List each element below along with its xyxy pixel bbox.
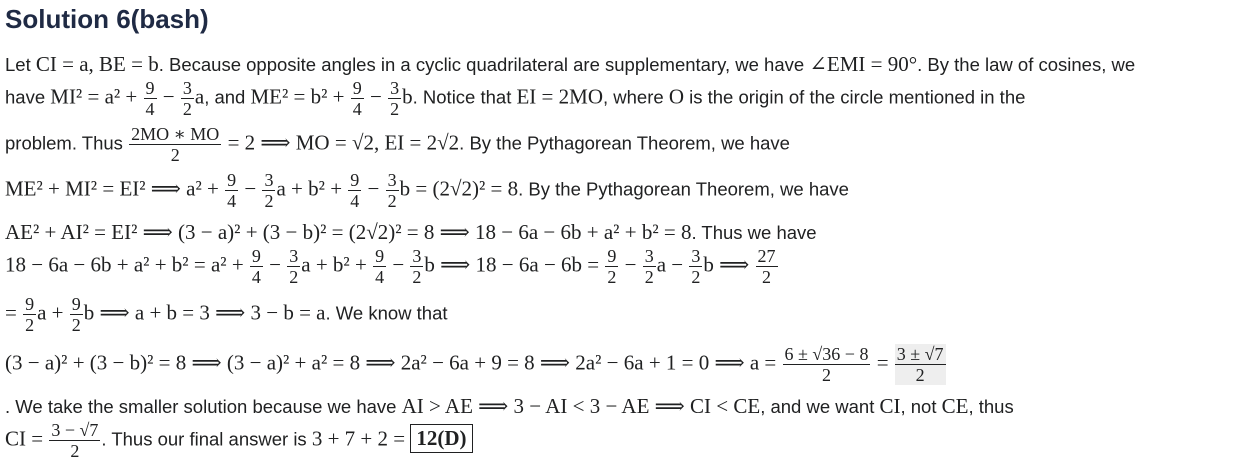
text: , and we want [760, 396, 880, 417]
text: . By the law of cosines, we [917, 54, 1136, 75]
text: . We know that [325, 302, 448, 324]
math: 18 − 6a − 6b + a² + b² = a² + [5, 252, 249, 277]
text: problem. Thus [5, 132, 129, 154]
numerator: 9 [607, 246, 617, 266]
denominator: 2 [895, 364, 946, 385]
denominator: 2 [412, 267, 422, 287]
text-line-3 [5, 124, 790, 165]
text: , where [603, 86, 669, 108]
text: . Because opposite angles in a cyclic quadrilateral are supplementary, we have [158, 54, 810, 75]
denominator: 4 [375, 267, 385, 287]
fraction [70, 294, 83, 335]
text-line-2 [5, 78, 1025, 119]
fraction [756, 246, 778, 287]
denominator: 2 [182, 99, 192, 119]
math: − [387, 252, 410, 277]
numerator: 9 [350, 170, 360, 190]
fraction [388, 78, 401, 119]
fraction [181, 78, 194, 119]
math: a [194, 84, 205, 109]
math: b [402, 84, 413, 109]
text: , and [204, 86, 251, 108]
denominator: 2 [289, 267, 299, 287]
denominator: 4 [145, 99, 155, 119]
fraction [144, 78, 157, 119]
text: . By the Pythagorean Theorem, we have [459, 132, 790, 154]
denominator: 2 [390, 99, 400, 119]
fraction [225, 170, 238, 211]
math: (3 − a)² + (3 − b)² = 8 ⟹ (3 − a)² + a² = 8 ⟹ 2a² − 6a + 9 = 8 ⟹ 2a² − 6a + 1 = 0 ⟹ a = [5, 350, 782, 375]
math: a − [656, 252, 689, 277]
numerator: 3 [691, 246, 701, 266]
text: , not [900, 396, 942, 417]
fraction [689, 246, 702, 287]
text: have [5, 86, 51, 108]
fraction [386, 170, 399, 211]
math: ME² = b² + [250, 84, 350, 109]
fraction [49, 420, 100, 461]
text-line-6 [5, 246, 779, 287]
math: = [5, 300, 23, 325]
numerator: 3 [412, 246, 422, 266]
math: ∠EMI = 90° [809, 52, 918, 76]
denominator: 2 [129, 144, 221, 165]
text: . By the Pythagorean Theorem, we have [518, 178, 849, 200]
fraction [605, 246, 618, 287]
math: b ⟹ 18 − 6a − 6b = [424, 252, 605, 277]
fraction [895, 344, 946, 385]
numerator: 3 [644, 246, 654, 266]
denominator: 2 [71, 315, 81, 335]
denominator: 2 [387, 191, 397, 211]
numerator: 9 [145, 78, 155, 98]
fraction [262, 170, 275, 211]
text-line-8 [5, 344, 947, 385]
math: − [364, 84, 388, 109]
fraction [351, 78, 364, 119]
denominator: 4 [350, 191, 360, 211]
numerator: 27 [757, 246, 776, 266]
fraction [348, 170, 361, 211]
fraction [129, 124, 221, 165]
text: , thus [968, 396, 1014, 417]
math: a + b² + [301, 252, 373, 277]
fraction [287, 246, 300, 287]
numerator: 3 [182, 78, 192, 98]
numerator: 9 [71, 294, 81, 314]
math: AE² + AI² = EI² ⟹ (3 − a)² + (3 − b)² = (2√2)² = 8 ⟹ 18 − 6a − 6b + a² + b² = 8 [5, 220, 692, 244]
fraction [250, 246, 263, 287]
solution-heading: Solution 6(bash) [5, 4, 209, 34]
numerator: 3 [387, 170, 397, 190]
numerator: 9 [25, 294, 35, 314]
math: AI > AE ⟹ 3 − AI < 3 − AE ⟹ CI < CE [401, 394, 761, 418]
math: − [157, 84, 180, 109]
denominator: 2 [264, 191, 274, 211]
math: CI = [5, 426, 49, 451]
fraction [783, 344, 871, 385]
numerator: 3 − √7 [51, 420, 99, 440]
fraction [373, 246, 386, 287]
math: CE [941, 394, 969, 418]
math: CI = a, BE = b [35, 52, 159, 76]
math: a + [37, 300, 69, 325]
denominator: 2 [49, 440, 100, 461]
numerator: 6 ± √36 − 8 [784, 344, 869, 364]
denominator: 2 [644, 267, 654, 287]
numerator: 9 [251, 246, 261, 266]
math: − [263, 252, 287, 277]
math: − [239, 176, 262, 201]
denominator: 2 [783, 364, 871, 385]
text-line-7 [5, 294, 448, 335]
denominator: 4 [227, 191, 237, 211]
math: 3 + 7 + 2 = [311, 426, 411, 451]
numerator: 3 [390, 78, 400, 98]
numerator: 9 [352, 78, 362, 98]
text: is the origin of the circle mentioned in the [683, 86, 1026, 108]
denominator: 4 [251, 267, 261, 287]
math: b ⟹ [703, 252, 755, 277]
text-line-9 [5, 394, 1014, 419]
denominator: 2 [25, 315, 35, 335]
text-line-10 [5, 420, 473, 461]
math: MI² = a² + [50, 84, 143, 109]
numerator: 9 [375, 246, 385, 266]
math: a + b² + [276, 176, 348, 201]
text: . We take the smaller solution because we have [5, 396, 402, 417]
numerator: 3 [289, 246, 299, 266]
fraction [643, 246, 656, 287]
numerator: 2MO ∗ MO [131, 124, 220, 144]
denominator: 2 [691, 267, 701, 287]
denominator: 2 [756, 266, 778, 287]
text: Let [5, 54, 36, 75]
math: b = (2√2)² = 8 [399, 176, 519, 201]
fraction [410, 246, 423, 287]
math: O [668, 84, 684, 109]
text: . Thus we have [691, 222, 817, 243]
text-line-4 [5, 170, 849, 211]
text-line-5 [5, 220, 817, 245]
math: b ⟹ a + b = 3 ⟹ 3 − b = a [83, 300, 326, 325]
math: EI = 2MO [516, 84, 603, 109]
text: . Notice that [412, 86, 517, 108]
denominator: 4 [352, 99, 362, 119]
fraction [23, 294, 36, 335]
text-line-1 [5, 52, 1135, 77]
math: − [619, 252, 642, 277]
numerator: 3 [264, 170, 274, 190]
numerator: 9 [227, 170, 237, 190]
math: CI [879, 394, 901, 418]
numerator: 3 ± √7 [896, 344, 944, 364]
math: = 2 ⟹ MO = √2, EI = 2√2 [222, 130, 460, 155]
denominator: 2 [607, 267, 617, 287]
math: ME² + MI² = EI² ⟹ a² + [5, 176, 225, 201]
final-answer-box: 12(D) [410, 424, 472, 453]
math: = [871, 350, 894, 375]
math: − [362, 176, 385, 201]
text: . Thus our final answer is [101, 428, 312, 450]
